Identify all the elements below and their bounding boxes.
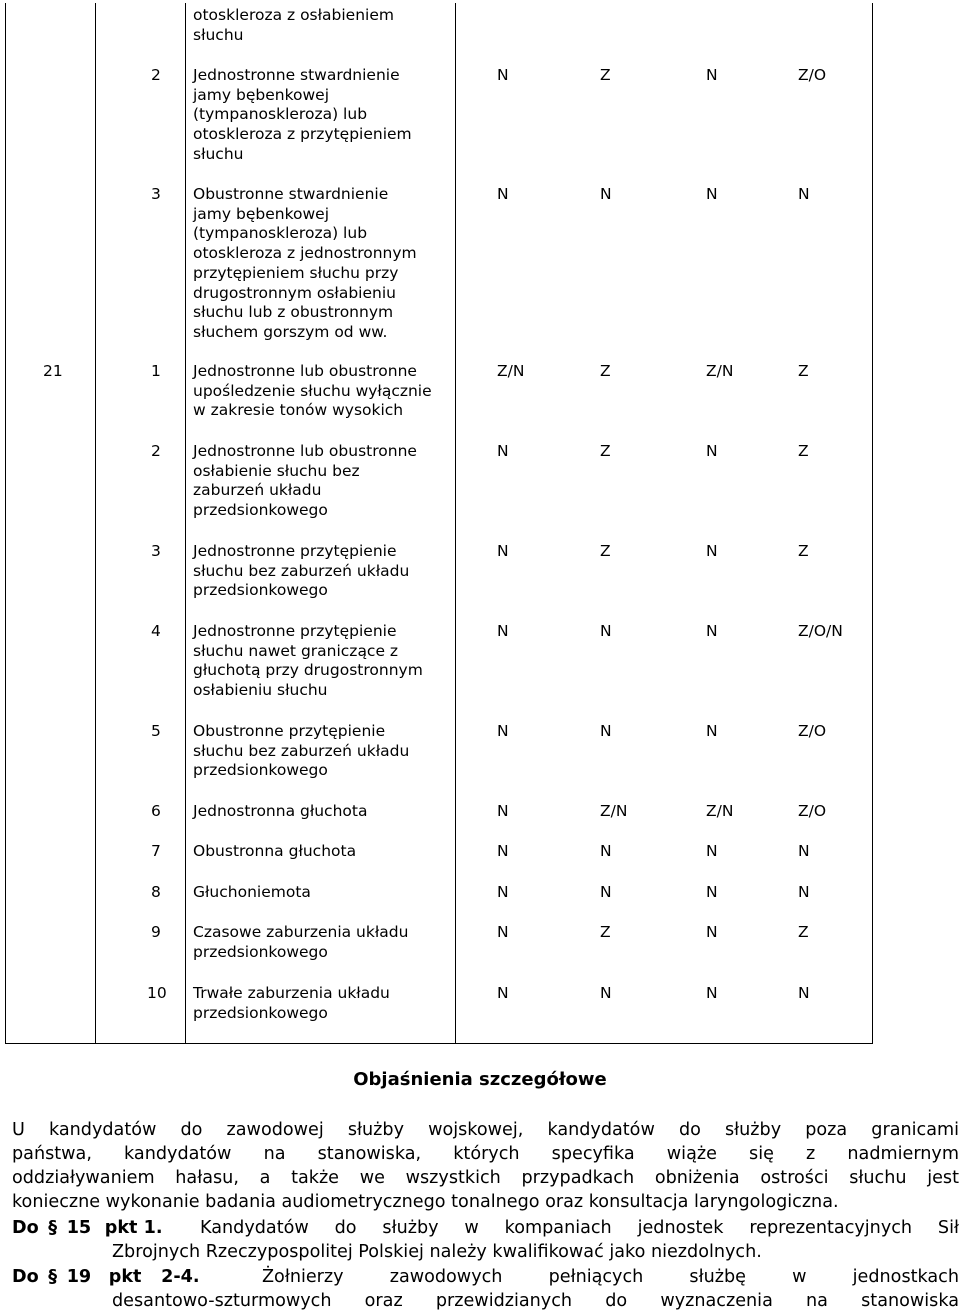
- cell-c3: N: [706, 883, 718, 901]
- cell-num: 10: [147, 984, 167, 1002]
- section-heading: Objaśnienia szczegółowe: [353, 1069, 607, 1090]
- cell-c1: N: [497, 883, 509, 901]
- cell-c3: N: [706, 984, 718, 1002]
- cell-num: 1: [151, 362, 161, 380]
- intro-line: państwa, kandydatów na stanowiska, których specyfika wiąże się z nadmiernym: [12, 1144, 959, 1164]
- cell-num: 3: [151, 185, 161, 203]
- cell-c3: N: [706, 442, 718, 460]
- paragraph-19-label: [12, 1265, 242, 1289]
- paragraph-15-line2: Zbrojnych Rzeczypospolitej Polskiej należy kwalifikować jako niezdolnych.: [112, 1242, 762, 1262]
- cell-c4: Z: [798, 362, 809, 380]
- cell-desc: otoskleroza z osłabieniem słuchu: [193, 6, 394, 44]
- table-border-left: [5, 3, 6, 1043]
- cell-num: 8: [151, 883, 161, 901]
- paragraph-15-label: [12, 1216, 202, 1240]
- cell-group: 21: [43, 362, 63, 380]
- pkt-label: pkt 1.: [104, 1218, 163, 1238]
- cell-c4: N: [798, 185, 810, 203]
- cell-desc: Jednostronne przytępienie słuchu nawet graniczące z głuchotą przy drugostronnym osłabieniu słuchu: [193, 622, 423, 700]
- cell-c2: N: [600, 185, 612, 203]
- cell-c2: Z: [600, 66, 611, 84]
- cell-desc: Obustronna głuchota: [193, 842, 357, 860]
- cell-c1: N: [497, 185, 509, 203]
- cell-desc: Jednostronne przytępienie słuchu bez zaburzeń układu przedsionkowego: [193, 542, 410, 600]
- cell-num: 5: [151, 722, 161, 740]
- cell-c1: N: [497, 622, 509, 640]
- section-number: 15: [66, 1218, 92, 1238]
- do-label: Do: [12, 1267, 39, 1287]
- cell-c3: N: [706, 622, 718, 640]
- cell-desc: Obustronne stwardnienie jamy bębenkowej (tympanoskleroza) lub otoskleroza z jednostronnym przytępieniem słuchu przy drugostronnym osłabieniu słuchu lub z obustronnym słuchem gorszym od ww.: [193, 185, 417, 341]
- intro-line: oddziaływaniem hałasu, a także we wszystkich przypadkach obniżenia ostrości słuchu jest: [12, 1168, 959, 1188]
- cell-c4: Z: [798, 442, 809, 460]
- cell-c2: N: [600, 722, 612, 740]
- cell-desc: Głuchoniemota: [193, 883, 311, 901]
- cell-num: 7: [151, 842, 161, 860]
- cell-c3: N: [706, 66, 718, 84]
- cell-desc: Jednostronne lub obustronne osłabienie słuchu bez zaburzeń układu przedsionkowego: [193, 442, 417, 520]
- do-label: Do: [12, 1218, 39, 1238]
- cell-c1: N: [497, 442, 509, 460]
- section-number: 19: [66, 1267, 92, 1287]
- cell-c3: N: [706, 542, 718, 560]
- cell-num: 6: [151, 802, 161, 820]
- cell-c1: N: [497, 842, 509, 860]
- cell-c4: Z: [798, 923, 809, 941]
- paragraph-19-line1: Żołnierzy zawodowych pełniących służbę w jednostkach: [262, 1267, 959, 1287]
- section-sign: §: [48, 1267, 58, 1287]
- cell-num: 9: [151, 923, 161, 941]
- cell-c4: Z: [798, 542, 809, 560]
- cell-c2: N: [600, 984, 612, 1002]
- cell-c4: Z/O: [798, 66, 827, 84]
- cell-c2: N: [600, 622, 612, 640]
- cell-desc: Obustronne przytępienie słuchu bez zaburzeń układu przedsionkowego: [193, 722, 410, 780]
- cell-num: 2: [151, 66, 161, 84]
- table-border-col3: [455, 3, 456, 1043]
- cell-desc: Jednostronne lub obustronne upośledzenie słuchu wyłącznie w zakresie tonów wysokich: [193, 362, 432, 420]
- intro-line: U kandydatów do zawodowej służby wojskowej, kandydatów do służby poza granicami: [12, 1120, 959, 1140]
- cell-c2: Z/N: [600, 802, 628, 820]
- cell-c2: Z: [600, 923, 611, 941]
- cell-c3: N: [706, 842, 718, 860]
- cell-num: 3: [151, 542, 161, 560]
- paragraph-19-line2: desantowo-szturmowych oraz przewidzianych do wyznaczenia na stanowiska: [112, 1291, 959, 1311]
- pkt-label: pkt: [108, 1267, 142, 1287]
- cell-desc: Jednostronna głuchota: [193, 802, 368, 820]
- cell-c3: Z/N: [706, 802, 734, 820]
- cell-c1: N: [497, 542, 509, 560]
- cell-c3: N: [706, 185, 718, 203]
- cell-c4: N: [798, 883, 810, 901]
- cell-c1: N: [497, 923, 509, 941]
- cell-num: 2: [151, 442, 161, 460]
- cell-c1: N: [497, 66, 509, 84]
- cell-c1: N: [497, 802, 509, 820]
- cell-c4: Z/O: [798, 802, 827, 820]
- cell-c4: N: [798, 842, 810, 860]
- cell-num: 4: [151, 622, 161, 640]
- cell-c2: Z: [600, 362, 611, 380]
- section-sign: §: [48, 1218, 58, 1238]
- cell-c1: N: [497, 722, 509, 740]
- cell-c4: Z/O: [798, 722, 827, 740]
- pkt-range: 2-4.: [161, 1267, 200, 1287]
- cell-c3: Z/N: [706, 362, 734, 380]
- cell-c2: Z: [600, 542, 611, 560]
- cell-c3: N: [706, 923, 718, 941]
- cell-c1: N: [497, 984, 509, 1002]
- table-border-bottom: [5, 1043, 873, 1044]
- cell-c3: N: [706, 722, 718, 740]
- paragraph-15-line1: Kandydatów do służby w kompaniach jednostek reprezentacyjnych Sił: [200, 1218, 959, 1238]
- cell-c2: N: [600, 883, 612, 901]
- cell-c2: Z: [600, 442, 611, 460]
- cell-c1: Z/N: [497, 362, 525, 380]
- table-border-col1: [95, 3, 96, 1043]
- table-border-right: [872, 3, 873, 1043]
- cell-desc: Trwałe zaburzenia układu przedsionkowego: [193, 984, 390, 1022]
- cell-c2: N: [600, 842, 612, 860]
- cell-desc: Jednostronne stwardnienie jamy bębenkowej (tympanoskleroza) lub otoskleroza z przytępieniem słuchu: [193, 66, 412, 163]
- cell-c4: Z/O/N: [798, 622, 843, 640]
- cell-desc: Czasowe zaburzenia układu przedsionkowego: [193, 923, 409, 961]
- cell-c4: N: [798, 984, 810, 1002]
- intro-line: konieczne wykonanie badania audiometrycznego tonalnego oraz konsultacja laryngologiczna.: [12, 1192, 839, 1212]
